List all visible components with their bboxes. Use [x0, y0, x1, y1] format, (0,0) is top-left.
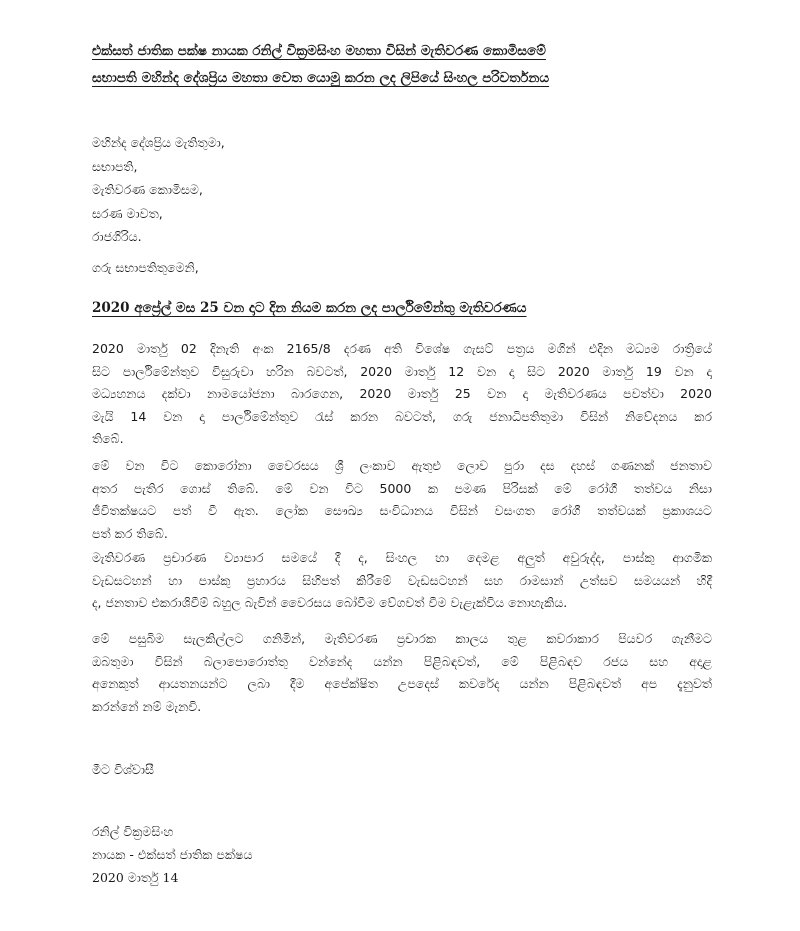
closing-line: මීට විශ්වාසී [92, 762, 154, 777]
signature-block [92, 820, 253, 889]
address-line: මහින්ද දේශප්‍රිය මැතිතුමා, [92, 135, 225, 150]
body-paragraph-4 [92, 628, 712, 718]
paragraph-line: මැතිවරණ ප්‍රචාරණ ව්‍යාපාර සමයේ දී ද, සිංහල හා දෙමළ අලුත් අවුරුද්ද, පාස්කු ආගමික [92, 550, 712, 565]
address-line: සරණ මාවත, [92, 205, 163, 221]
paragraph-line: ඔබතුමා විසින් බලාපොරොත්තු වන්නේද යන්න පිළිබඳවත්, මේ පිළිබඳව රජය සහ අදාළ [92, 653, 712, 669]
body-paragraph-3 [92, 547, 712, 615]
address-line: මැතිවරණ කොමිසම, [92, 182, 203, 197]
address-line: සභාපති, [92, 158, 138, 174]
paragraph-line: වැඩසටහන් හා පාස්කු ප්‍රහාරය සිහිපත් කිරීමේ වැඩසටහන් සහ රාමසාන් උත්සව සමයයන් හිදී [92, 572, 712, 588]
salutation: ගරු සභාපතිතුමෙනි, [92, 260, 199, 275]
title-line: එක්සත් ජාතික පක්ෂ නායක රනිල් වික්‍රමසිංහ මහතා විසින් මැතිවරණ කොමිසමේ [92, 43, 546, 59]
title-line: සභාපති මහින්ද දේශප්‍රිය මහතා වෙත යොමු කරන ලද ලිපියේ සිංහල පරිවර්තනය [92, 70, 550, 86]
recipient-address [92, 131, 225, 249]
body-paragraph-2 [92, 455, 712, 545]
letter-date: 2020 මාර්තු 14 [92, 870, 179, 885]
paragraph-line: අතර පැතිර ගොස් තිබේ. මේ වන විට 5000 ක පමණ පිරිසක් මේ රෝගී තත්වය නිසා [92, 480, 712, 496]
paragraph-line: මධ්‍යහනය දක්වා නාමයෝජනා බාරගෙන, 2020 මාර්තු 25 වන දා මැතිවරණය පවත්වා 2020 [92, 386, 712, 401]
paragraph-line: මැයි 14 වන දා පාර්ලිමේන්තුව රැස් කරන බවටත්, ගරු ජනාධිපතිතුමා විසින් නිවේදනය කර [92, 408, 712, 424]
paragraph-line: සිට පාර්ලිමේන්තුව විසුරුවා හරින බවටත්, 2020 මාර්තු 12 වන දා සිට 2020 මාර්තු 19 වන දා [92, 363, 712, 379]
paragraph-line: ජීවිතක්ෂයට පත් වී ඇත. ලෝක සෞඛ්‍ය සංවිධානය විසින් වසංගත රෝගී තත්වයක් ප්‍රකාශයට [92, 503, 712, 518]
paragraph-line: මේ වන විට කොරෝනා වෛරසය ශ්‍රී ලංකාව ඇතුළු ලොව පුරා දස දහස් ගණනක් ජනතාව [92, 458, 712, 473]
paragraph-line: මේ පසුබිම සැලකිල්ලට ගනිමින්, මැතිවරණ ප්‍රචාරක කාලය තුළ කවරාකාර පියවර ගැනීමට [92, 631, 712, 646]
body-paragraph-1 [92, 338, 712, 451]
letter-title [92, 38, 692, 92]
subject-heading: 2020 අප්‍රේල් මස 25 වන දාට දින නියම කරන ලද පාර්ලිමේන්තු මැතිවරණය [92, 300, 527, 316]
paragraph-line: තිබේ. [92, 431, 124, 446]
address-line: රාජගිරිය. [92, 229, 142, 244]
paragraph-line: කරන්නේ නම් මැනවි. [92, 698, 202, 714]
paragraph-line: අනෙකුත් ආයතනයන්ට ලබා දීම අපේක්ෂිත උපදෙස් කවරේද යන්න පිළිබඳවත් අප දැනුවත් [92, 676, 712, 691]
signatory-name: රනිල් වික්‍රමසිංහ [92, 824, 174, 839]
paragraph-line: ද, ජනතාව එකරාශිවීම් බහුල බැවින් වෛරසය බෝවීම වේගවත් වීම වැළැක්විය නොහැකිය. [92, 595, 568, 610]
paragraph-line: 2020 මාර්තු 02 දිනැති අංක 2165/8 දරණ අති විශේෂ ගැසට් පත්‍රය මගින් එදින මධ්‍යම රාත්‍රියේ [92, 341, 712, 356]
paragraph-line: පත් කර තිබේ. [92, 525, 168, 541]
signatory-title: නායක - එක්සත් ජාතික පක්ෂය [92, 847, 253, 862]
